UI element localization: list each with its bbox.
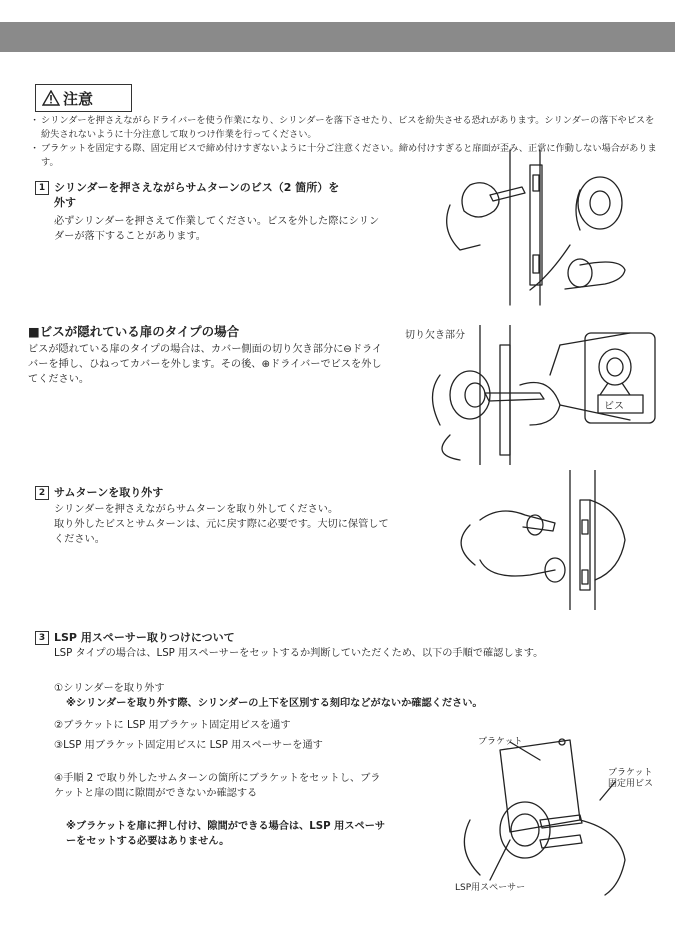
step3-note1: ※シリンダーを取り外す際、シリンダーの上下を区別する刻印などがないか確認ください。 bbox=[66, 698, 483, 709]
step3-sub3: ③LSP 用ブラケット固定用ビスに LSP 用スペーサーを通す bbox=[54, 740, 323, 751]
hidden-screw-title: ■ビスが隠れている扉のタイプの場合 bbox=[28, 324, 240, 339]
step3-sub2: ②ブラケットに LSP 用ブラケット固定用ビスを通す bbox=[54, 720, 291, 731]
bullet-item: ・ ブラケットを固定する際、固定用ビスで締め付けすぎないように十分ご注意ください。締め付けすぎると扉面が歪み、正常に作動しない場合があります。 bbox=[30, 143, 657, 168]
step2-illustration bbox=[440, 470, 640, 610]
step3-note2: ※ブラケットを扉に押し付け、隙間ができる場合は、LSP 用スペーサーをセットする必要はありません。 bbox=[66, 821, 386, 847]
step-number-badge: 1 bbox=[35, 181, 49, 195]
step1-body: 必ずシリンダーを押さえて作業してください。ビスを外した際にシリンダーが落下することがあります。 bbox=[54, 216, 380, 242]
bracket-fix-screw-label: ブラケット 固定用ビス bbox=[608, 768, 654, 789]
spacer-label: LSP用スペーサー bbox=[455, 883, 526, 893]
step3-sub4: ④手順 2 で取り外したサムターンの箇所にブラケットをセットし、ブラケットと扉の間に隙間ができないか確認する bbox=[54, 773, 381, 799]
bracket-label: ブラケット bbox=[478, 737, 523, 747]
warning-triangle-icon bbox=[42, 90, 60, 106]
step-number-badge: 2 bbox=[35, 486, 49, 500]
hidden-screw-body: ビスが隠れている扉のタイプの場合は、カバー側面の切り欠き部分に⊖ドライバーを挿し、ひねってカバーを外します。その後、⊕ドライバーでビスを外してください。 bbox=[28, 344, 383, 385]
bullet-item: ・ シリンダーを押さえながらドライバーを使う作業になり、シリンダーを落下させたり、ビスを紛失させる恐れがあります。シリンダーの落下やビスを紛失されないように十分注意して取りつけ作業を行ってください。 bbox=[30, 115, 655, 140]
notch-label: 切り欠き部分 bbox=[405, 330, 465, 341]
step2-body: シリンダーを押さえながらサムターンを取り外してください。 取り外したビスとサムターンは、元に戻す際に必要です。大切に保管してください。 bbox=[54, 504, 389, 545]
step3-illustration bbox=[450, 730, 665, 900]
step3-title: 3 LSP 用スペーサー取りつけについて bbox=[35, 630, 235, 645]
screw-label: ビス bbox=[604, 401, 624, 412]
hidden-screw-illustration bbox=[420, 325, 660, 465]
header-band bbox=[0, 22, 675, 52]
step3-sub1: ①シリンダーを取り外す ※シリンダーを取り外す際、シリンダーの上下を区別する刻印などがないか確認ください。 bbox=[54, 681, 654, 711]
step2-title: 2 サムターンを取り外す bbox=[35, 485, 163, 500]
step3-body: LSP タイプの場合は、LSP 用スペーサーをセットするか判断していただくため、以下の手順で確認します。 bbox=[54, 648, 544, 659]
step1-title: 1 シリンダーを押さえながらサムターンのビス（2 箇所）を 外す bbox=[35, 180, 395, 210]
step1-illustration bbox=[430, 145, 650, 310]
caution-box bbox=[35, 84, 132, 112]
step-number-badge: 3 bbox=[35, 631, 49, 645]
caution-label: 注意 bbox=[63, 89, 94, 108]
